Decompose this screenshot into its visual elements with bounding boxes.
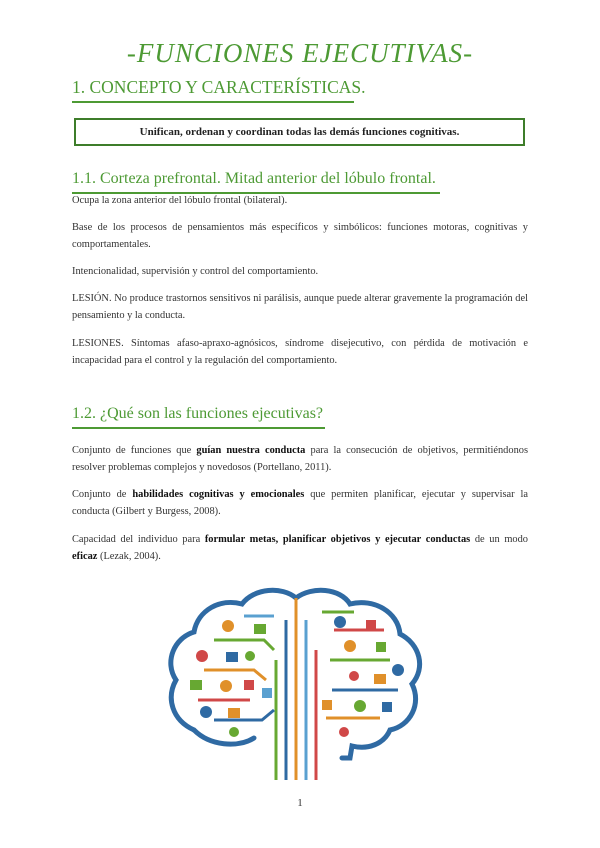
document-title: -FUNCIONES EJECUTIVAS-	[126, 38, 474, 68]
bold-phrase: guían nuestra conducta	[196, 445, 306, 456]
paragraph: LESIÓN. No produce trastornos sensitivos ni parálisis, aunque puede alterar gravemente la programación del pensamiento y la conducta.	[72, 293, 528, 321]
section-1-1-heading: 1.1. Corteza prefrontal. Mitad anterior del lóbulo frontal.	[72, 170, 436, 187]
summary-box-text: Unifican, ordenan y coordinan todas las demás funciones cognitivas.	[139, 126, 460, 138]
paragraph: LESIONES. Síntomas afaso-apraxo-agnósicos, síndrome disejecutivo, con pérdida de motivación e incapacidad para el control y la regulación del comportamiento.	[72, 338, 528, 366]
paragraph: Intencionalidad, supervisión y control del comportamiento.	[72, 266, 319, 277]
paragraph: Base de los procesos de pensamientos más específicos y simbólicos: funciones motoras, cognitivas y comportamentales.	[72, 222, 528, 250]
bold-phrase: habilidades cognitivas y emocionales	[132, 489, 305, 500]
bold-phrase: eficaz	[72, 551, 98, 562]
page-number: 1	[297, 797, 303, 809]
paragraph: Conjunto de habilidades cognitivas y emocionales que permiten planificar, ejecutar y supervisar la conducta (Gilbert y Burgess, 2008).	[72, 489, 529, 517]
section-1-2-heading: 1.2. ¿Qué son las funciones ejecutivas?	[72, 405, 324, 422]
paragraph: Conjunto de funciones que guían nuestra conducta para la consecución de objetivos, permitiéndonos resolver problemas complejos y novedosos (Portellano, 2011).	[72, 445, 529, 473]
paragraph: Capacidad del individuo para formular metas, planificar objetivos y ejecutar conductas de un modo eficaz (Lezak, 2004).	[72, 534, 528, 562]
summary-box	[74, 118, 525, 146]
section-1-underline	[72, 101, 354, 103]
bold-phrase: formular metas, planificar objetivos y ejecutar conductas	[204, 534, 471, 545]
section-1-2-underline	[72, 427, 325, 429]
brain-icons-illustration	[154, 580, 438, 780]
section-1-heading: 1. CONCEPTO Y CARACTERÍSTICAS.	[72, 77, 366, 97]
paragraph: Ocupa la zona anterior del lóbulo frontal (bilateral).	[72, 195, 288, 206]
